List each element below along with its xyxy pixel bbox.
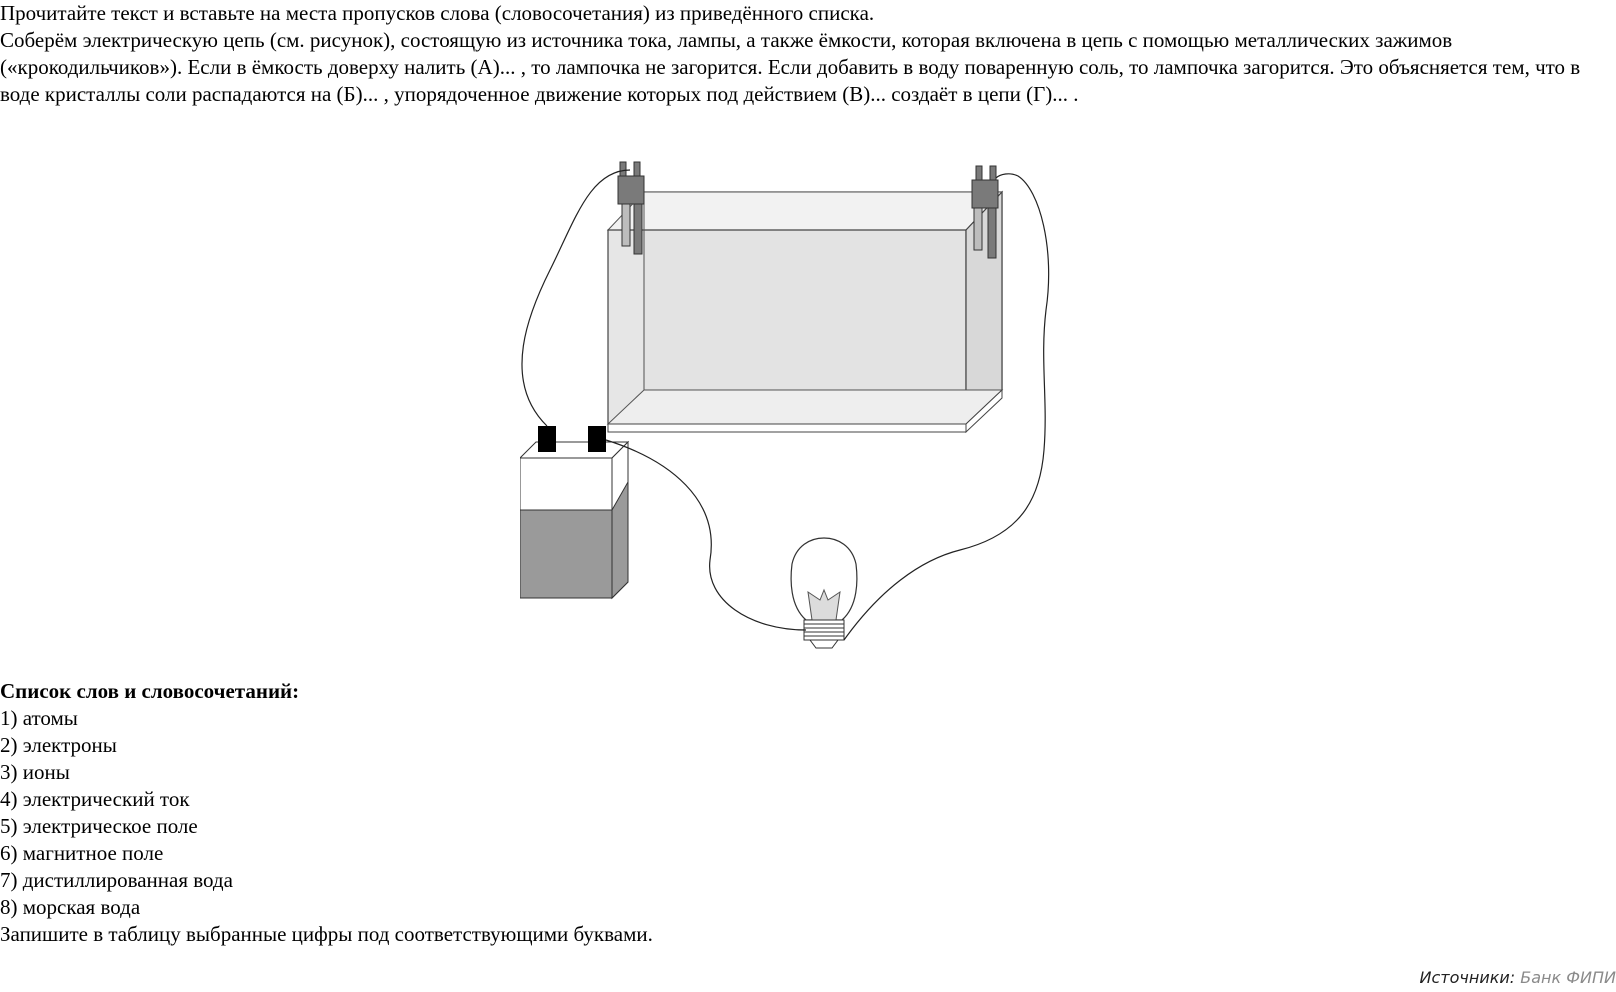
lamp-icon [791,538,857,648]
list-item: 5) электрическое поле [0,814,198,838]
task-block [0,0,1610,108]
list-item: 8) морская вода [0,895,141,919]
battery-icon [520,426,628,598]
list-item: 4) электрический ток [0,787,190,811]
task-instruction: Прочитайте текст и вставьте на места пропусков слова (словосочетания) из приведённого списка. [0,1,875,25]
list-item: 6) магнитное поле [0,841,164,865]
list-title: Список слов и словосочетаний: [0,679,300,703]
list-item: 2) электроны [0,733,117,757]
task-text: Соберём электрическую цепь (см. рисунок), состоящую из источника тока, лампы, а также ёмкости, которая включена в цепь с помощью металлических зажимов («крокодильчиков»). Если в ёмкость доверху налить (А)... , то лампочка не загорится. Если добавить в воду поваренную соль, то лампочка загорится. Это объясняется тем, что в воде кристаллы соли распадаются на (Б)... , упорядоченное движение которых под действием (В)... создаёт в цепи (Г)... . [0,28,1581,106]
answer-instruction: Запишите в таблицу выбранные цифры под соответствующими буквами. [0,922,653,946]
sources-label: Источники: [1419,968,1516,987]
list-items [0,705,900,921]
circuit-figure [520,160,1100,680]
list-item: 7) дистиллированная вода [0,868,233,892]
sources-link[interactable]: Банк ФИПИ [1520,968,1616,987]
list-item: 1) атомы [0,706,78,730]
sources [1420,968,1616,988]
list-item: 3) ионы [0,760,70,784]
word-list [0,678,900,948]
container-icon [608,192,1002,432]
